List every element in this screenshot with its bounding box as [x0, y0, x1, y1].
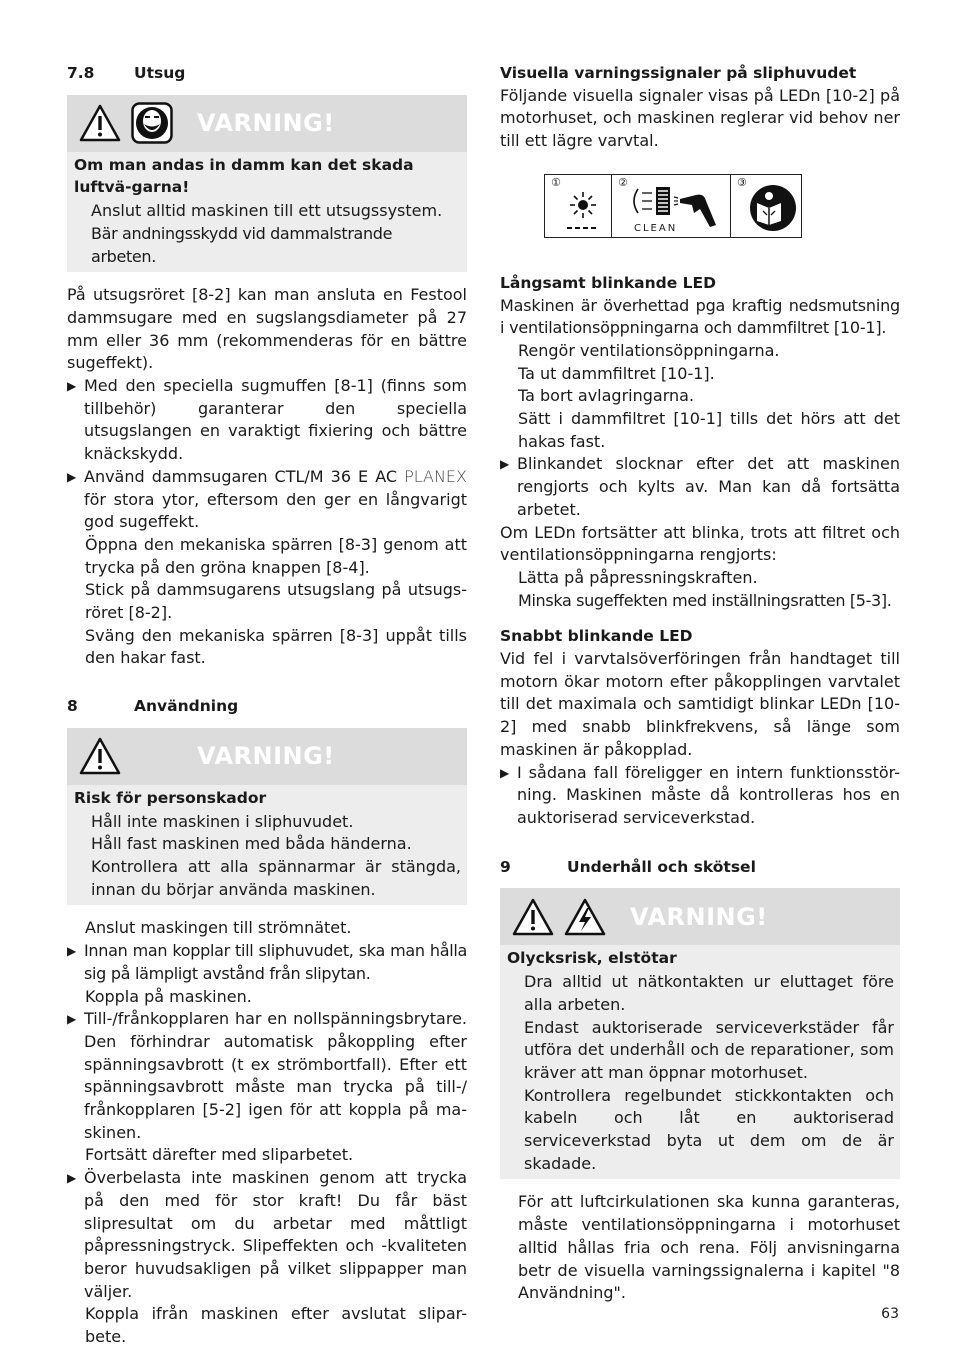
paragraph: Maskinen är överhettad pga kraftig nedsmutsning i ventilationsöppningarna och dammfiltret [10-1]. [500, 295, 900, 338]
electric-shock-icon [564, 898, 606, 936]
warning-header [500, 888, 900, 945]
section-heading-8: 8 Användning [67, 697, 239, 716]
subheading-fast-led: Snabbt blinkande LED [500, 627, 693, 646]
instruction: Öppna den mekaniska spärren [8-3] genom att trycka på den gröna knappen [8-4]. [85, 534, 467, 577]
warning-line: Bär andningsskydd vid dammalstrande arbeten. [91, 223, 393, 266]
warning-line: Endast auktoriserade serviceverkstäder får utföra det underhåll och de reparationer, som kräver att man öppnar motorhuset. [524, 1017, 894, 1082]
clean-label: CLEAN [634, 222, 678, 234]
visual-signal-figure: ① ② CLEAN ③ [544, 174, 802, 238]
bullet-item: ▶ Blinkandet slocknar efter det att maskinen rengjorts och kylts av. Man kan då fortsätta arbetet. [500, 454, 900, 519]
bullet-item: ▶ I sådana fall föreligger en intern funktionsstör-ning. Maskinen måste då kontrolleras hos en auktoriserad serviceverkstad. [500, 762, 900, 827]
led-blink-icon [545, 175, 611, 237]
warning-line: Håll inte maskinen i sliphuvudet. [91, 811, 354, 831]
bullet-item: ▶ Använd dammsugaren CTL/M 36 E AC PLANEX för stora ytor, eftersom den ger en långvarigt god sugeffekt. [67, 466, 467, 532]
warning-subtitle: Risk för personskador [74, 788, 267, 807]
warning-box-injury [67, 728, 467, 906]
instruction: Rengör ventilationsöppningarna. [518, 340, 780, 360]
paragraph: Vid fel i varvtalsöverföringen från handtaget till motorn ökar motorn efter påkopplingen varvtalet till det maximala och samtidigt blinkar LEDn [10-2] med snabb blinkfrekvens, så länge som maskinen är påkopplad. [500, 649, 900, 759]
warning-triangle-icon [512, 898, 554, 936]
paragraph: På utsugsröret [8-2] kan man ansluta en Festool dammsugare med en sugslangsdiameter på 27 mm eller 36 mm (rekommenderas för en bättre sugeffekt). [67, 285, 467, 373]
instruction: Stick på dammsugarens utsugslang på utsugs-röret [8-2]. [85, 580, 467, 623]
instruction: Koppla på maskinen. [85, 986, 252, 1006]
instruction: Ta ut dammfiltret [10-1]. [518, 363, 715, 383]
instruction: Minska sugeffekten med inställningsratten [5-3]. [518, 590, 892, 610]
warning-line: Anslut alltid maskinen till ett utsugssystem. [91, 201, 443, 221]
left-column [67, 62, 467, 1349]
instruction: Lätta på påpressningskraften. [518, 567, 758, 587]
instruction: Anslut maskingen till strömnätet. [85, 918, 352, 938]
subheading-visual-signals: Visuella varningssignaler på sliphuvudet [500, 64, 857, 82]
bullet-item: ▶ Med den speciella sugmuffen [8-1] (finns som tillbehör) garanterar den speciella utsugslangen en varaktigt fixiering och bättre knäckskydd. [67, 376, 467, 464]
bullet-item: ▶ Till-/frånkopplaren har en nollspänningsbrytare. Den förhindrar automatisk påkoppling efter spänningsavbrott (t ex strömbortfall). Efter ett spänningsavbrott måste man trycka på till-/ frånkopplaren [5-2] igen för att koppla på ma-skinen. [67, 1009, 467, 1142]
instruction: Koppla ifrån maskinen efter avslutat slipar-bete. [85, 1304, 467, 1347]
warning-header [67, 728, 467, 785]
instruction: Fortsätt därefter med sliparbetet. [85, 1145, 354, 1165]
section-heading-9: 9 Underhåll och skötsel [500, 857, 756, 876]
paragraph: För att luftcirkulationen ska kunna garanteras, måste ventilationsöppningarna i motorhuset alltid hållas fria och rena. Följ anvisningarna betr de visuella varningssignalerna i kapitel "8 Användning". [518, 1192, 900, 1303]
warning-line: Dra alltid ut nätkontakten ur eluttaget före alla arbeten. [524, 972, 894, 1014]
instruction: Ta bort avlagringarna. [518, 386, 695, 406]
warning-title: VARNING! [197, 108, 335, 137]
subheading-slow-led: Långsamt blinkande LED [500, 273, 717, 292]
bullet-item: ▶ Innan man kopplar till sliphuvudet, ska man hålla sig på lämpligt avstånd från slipytan. [67, 941, 467, 983]
section-heading-7-8: 7.8 Utsug [67, 64, 186, 82]
page-number: 63 [881, 1306, 899, 1322]
warning-triangle-icon [79, 737, 121, 775]
warning-header [67, 95, 467, 152]
warning-box-dust [67, 95, 467, 273]
instruction: Sväng den mekaniska spärren [8-3] uppåt tills den hakar fast. [85, 625, 467, 668]
warning-subtitle: Olycksrisk, elstötar [507, 949, 677, 968]
bullet-item: ▶ Överbelasta inte maskinen genom att trycka på den med för stor kraft! Du får bäst slipresultat om du arbetar med måttligt påpressningstryck. Slipeffekten och -kvaliteten beror huvudsakligen på vilket slippapper man väljer. [67, 1168, 467, 1301]
warning-triangle-icon [79, 104, 121, 142]
paragraph: Om LEDn fortsätter att blinka, trots att filtret och ventilationsöppningarna rengjorts: [500, 522, 900, 565]
warning-line: Kontrollera regelbundet stickkontakten och kabeln och låt en auktoriserad serviceverkstad byta ut dem om de är skadade. [524, 1085, 894, 1173]
respirator-mask-icon [131, 102, 173, 144]
brand-name: PLANEX [404, 466, 467, 486]
warning-line: Håll fast maskinen med båda händerna. [91, 834, 412, 854]
right-column [500, 62, 900, 1305]
warning-subtitle: Om man andas in damm kan det skada luftvä-garna! [74, 155, 414, 197]
warning-line: Kontrollera att alla spännarmar är stängda, innan du börjar använda maskinen. [91, 856, 461, 899]
warning-title: VARNING! [197, 742, 335, 771]
paragraph: Följande visuella signaler visas på LEDn [10-2] på motorhuset, och maskinen reglerar vid behov ner till ett lägre varvtal. [500, 85, 900, 151]
warning-box-electric [500, 888, 900, 1179]
read-manual-icon [731, 175, 801, 237]
warning-title: VARNING! [630, 902, 768, 931]
instruction: Sätt i dammfiltret [10-1] tills det hörs att det hakas fast. [518, 409, 900, 451]
